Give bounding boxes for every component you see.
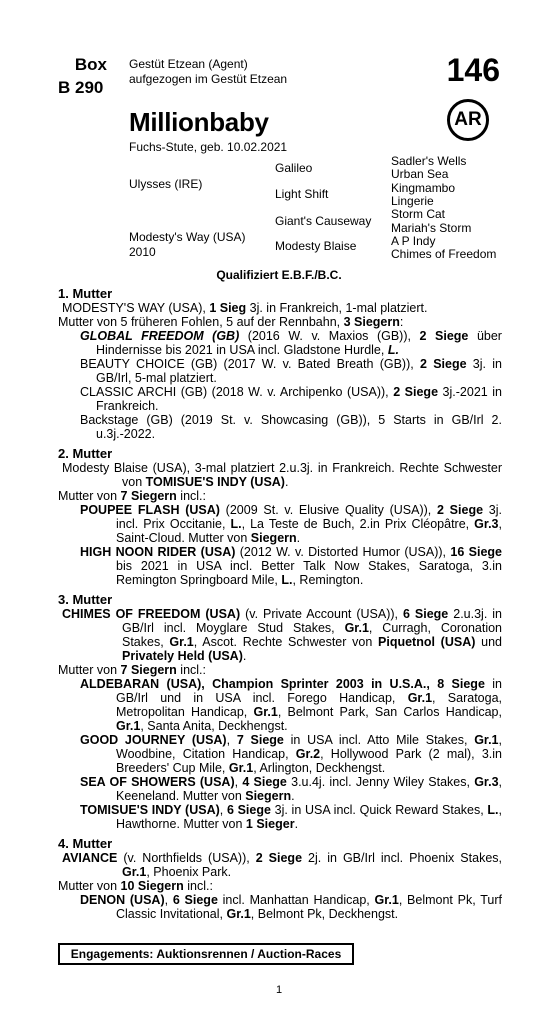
section-2-heading: 2. Mutter [58,446,113,461]
foal-entry: Backstage (GB) (2019 St. v. Showcasing (GB)), 5 Starts in GB/Irl 2. u.3j.-2022. [80,413,502,441]
third-dam-record: CHIMES OF FREEDOM (USA) (v. Private Account (USA)), 6 Siege 2.u.3j. in GB/Irl incl. Moyglare Stud Stakes, Gr.1, Curragh, Coronation Stakes, Gr.1, Ascot. Rechte Schwester von Piquetnol (USA) und Privately Held (USA). [62,607,502,663]
foal-entry: GLOBAL FREEDOM (GB) (2016 W. v. Maxios (GB)), 2 Siege über Hindernisse bis 2021 in USA incl. Gladstone Hurdle, L. [80,329,502,357]
sire-dam: Light Shift [275,187,329,201]
page-number: 1 [275,984,283,996]
fourth-dam-produce: Mutter von 10 Siegern incl.: [58,879,213,893]
foal-entry: POUPEE FLASH (USA) (2009 St. v. Elusive Quality (USA)), 2 Siege 3j. incl. Prix Occitanie, L., La Teste de Buch, 2.in Prix Cléopâtre, Gr.3, Saint-Cloud. Mutter von Siegern. [80,503,502,545]
g3-8: Chimes of Freedom [391,247,497,261]
fourth-dam-record: AVIANCE (v. Northfields (USA)), 2 Siege 2j. in GB/Irl incl. Phoenix Stakes, Gr.1, Phoenix Park. [62,851,502,879]
foal-entry: SEA OF SHOWERS (USA), 4 Siege 3.u.4j. incl. Jenny Wiley Stakes, Gr.3, Keeneland. Mutter von Siegern. [80,775,503,803]
ar-badge: AR [447,99,489,141]
g3-4: Lingerie [391,194,434,208]
foal-entry: TOMISUE'S INDY (USA), 6 Siege 3j. in USA incl. Quick Reward Stakes, L., Hawthorne. Mutter von 1 Sieger. [80,803,502,831]
foal-entry: HIGH NOON RIDER (USA) (2012 W. v. Distorted Humor (USA)), 16 Siege bis 2021 in USA incl. Better Talk Now Stakes, Saratoga, 3.in Remington Springboard Mile, L., Remington. [80,545,502,587]
box-label: Box [74,55,107,74]
foal-entry: CLASSIC ARCHI (GB) (2018 W. v. Archipenko (USA)), 2 Siege 3j.-2021 in Frankreich. [80,385,502,413]
g3-1: Sadler's Wells [391,154,467,168]
section-4-heading: 4. Mutter [58,836,113,851]
foal-entry: BEAUTY CHOICE (GB) (2017 W. v. Bated Breath (GB)), 2 Siege 3j. in GB/Irl, 5-mal platziert. [80,357,502,385]
g3-3: Kingmambo [391,181,456,195]
engagements-box: Engagements: Auktionsrennen / Auction-Races [58,943,354,965]
third-dam-produce: Mutter von 7 Siegern incl.: [58,663,206,677]
foal-entry: GOOD JOURNEY (USA), 7 Siege in USA incl. Atto Mile Stakes, Gr.1, Woodbine, Citation Handicap, Gr.2, Hollywood Park (2 mal), 3.in Breeders' Cup Mile, Gr.1, Arlington, Deckhengst. [80,733,502,775]
sire: Ulysses (IRE) [129,177,203,191]
g3-6: Mariah's Storm [391,221,472,235]
sire-sire: Galileo [275,161,313,175]
g3-5: Storm Cat [391,207,446,221]
dam-record: MODESTY'S WAY (USA), 1 Sieg 3j. in Frankreich, 1-mal platziert. [62,301,428,315]
catalogue-body [58,284,502,921]
qualification: Qualifiziert E.B.F./B.C. [216,268,342,282]
horse-name: Millionbaby [129,107,269,137]
horse-description: Fuchs-Stute, geb. 10.02.2021 [129,140,288,154]
lot-number: 146 [446,52,500,88]
dam-sire: Giant's Causeway [275,214,372,228]
dam-dam: Modesty Blaise [275,239,357,253]
box-number: B 290 [58,78,104,97]
consignor-block [129,57,287,87]
dam: Modesty's Way (USA) [129,230,246,244]
g3-2: Urban Sea [391,167,449,181]
g3-7: A P Indy [391,234,436,248]
consignor: Gestüt Etzean (Agent) [129,57,248,71]
dam-year: 2010 [129,245,156,259]
granddam-produce: Mutter von 7 Siegern incl.: [58,489,206,503]
dam-produce: Mutter von 5 früheren Fohlen, 5 auf der Rennbahn, 3 Siegern: [58,315,404,329]
raised-by: aufgezogen im Gestüt Etzean [129,72,288,86]
foal-entry: ALDEBARAN (USA), Champion Sprinter 2003 in U.S.A., 8 Siege in GB/Irl und in USA incl. Forego Handicap, Gr.1, Saratoga, Metropolitan Handicap, Gr.1, Belmont Park, San Carlos Handicap, Gr.1, Santa Anita, Deckhengst. [80,677,503,733]
granddam-record: Modesty Blaise (USA), 3-mal platziert 2.u.3j. in Frankreich. Rechte Schwester von TOMISUE'S INDY (USA). [62,461,502,489]
foal-entry: DENON (USA), 6 Siege incl. Manhattan Handicap, Gr.1, Belmont Pk, Turf Classic Invitational, Gr.1, Belmont Pk, Deckhengst. [80,893,502,921]
section-1-heading: 1. Mutter [58,286,113,301]
section-3-heading: 3. Mutter [58,592,113,607]
